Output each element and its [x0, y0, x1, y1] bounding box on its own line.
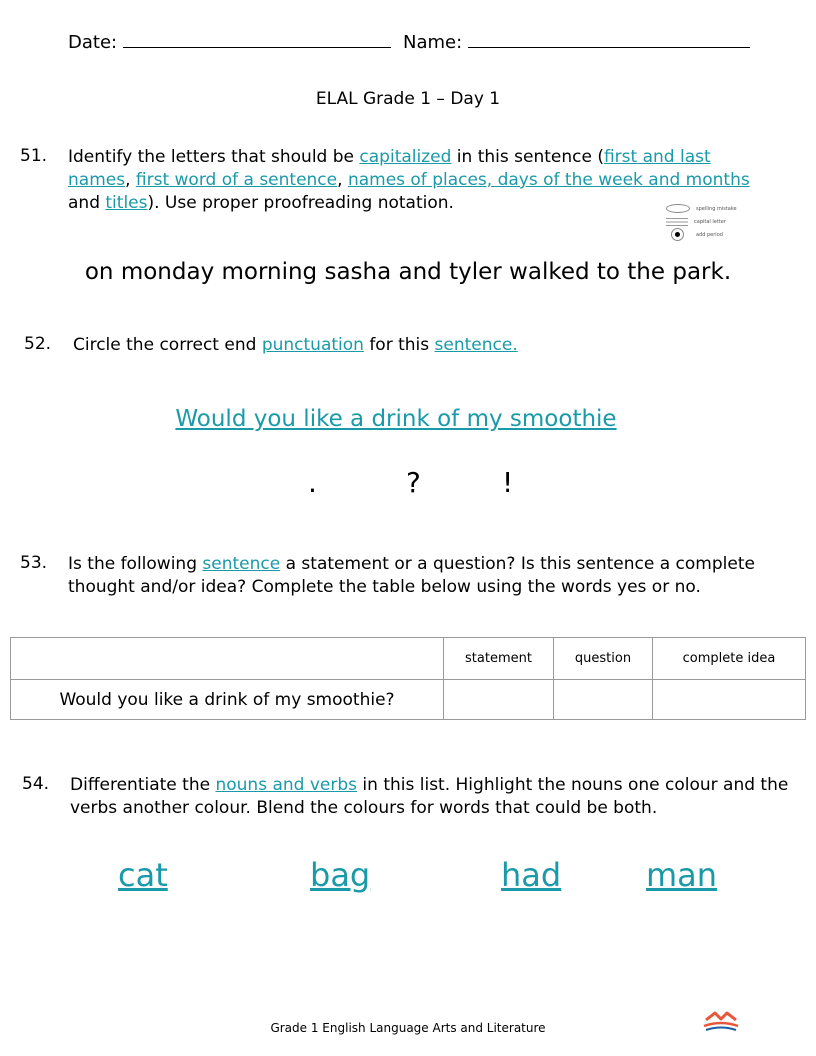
header-complete-idea: complete idea [653, 638, 806, 680]
link-places-days-months[interactable]: names of places, days of the week and months [347, 170, 750, 190]
smoothie-sentence[interactable]: Would you like a drink of my smoothie [175, 406, 617, 432]
link-sentence-53[interactable]: sentence [202, 554, 281, 574]
date-label: Date: [68, 32, 118, 53]
q53-prompt: Is the following sentence a statement or a question? Is this sentence a complete thought and/or idea? Complete the table below using the words yes or no. [68, 554, 755, 597]
row-sentence-cell: Would you like a drink of my smoothie? [11, 680, 444, 720]
link-first-word[interactable]: first word of a sentence [135, 170, 338, 190]
circled-dot-icon [671, 228, 684, 241]
legend-period: add period [666, 228, 737, 241]
word-had[interactable]: had [501, 856, 562, 894]
table-header-row [11, 638, 806, 680]
q51-number: 51. [20, 146, 48, 166]
link-sentence[interactable]: sentence. [434, 335, 518, 355]
proofread-sentence: on monday morning sasha and tyler walked to the park. [84, 259, 732, 285]
name-label: Name: [403, 32, 463, 53]
name-field [403, 32, 750, 53]
triple-underline-icon [666, 218, 688, 226]
link-first-last-names[interactable]: first and last names [68, 147, 711, 190]
answer-table [10, 637, 806, 720]
book-logo-icon [702, 1008, 740, 1036]
statement-answer-cell[interactable] [444, 680, 554, 720]
header-blank-cell [11, 638, 444, 680]
legend-spelling: spelling mistake [666, 202, 737, 215]
q53-number: 53. [20, 553, 48, 573]
option-period[interactable]: . [308, 466, 317, 499]
page-title: ELAL Grade 1 – Day 1 [315, 89, 501, 109]
link-titles[interactable]: titles [105, 193, 148, 213]
q51-prompt: Identify the letters that should be capitalized in this sentence (first and last names, first word of a sentence, names of places, days of the week and months and titles). Use proper proofreading notation. [68, 147, 750, 213]
footer-text: Grade 1 English Language Arts and Literature [270, 1021, 546, 1035]
word-bag[interactable]: bag [310, 856, 371, 894]
table-row [11, 680, 806, 720]
link-nouns-and-verbs[interactable]: nouns and verbs [215, 775, 358, 795]
name-blank[interactable] [468, 33, 750, 48]
link-punctuation[interactable]: punctuation [261, 335, 364, 355]
question-answer-cell[interactable] [554, 680, 653, 720]
header-question: question [554, 638, 653, 680]
q52-prompt: Circle the correct end punctuation for this sentence. [73, 335, 518, 355]
q54-prompt: Differentiate the nouns and verbs in this list. Highlight the nouns one colour and the verbs another colour. Blend the colours for words that could be both. [70, 775, 789, 818]
option-exclamation[interactable]: ! [502, 466, 514, 499]
word-cat[interactable]: cat [118, 856, 168, 894]
header-statement: statement [444, 638, 554, 680]
option-question-mark[interactable]: ? [406, 466, 421, 499]
oval-icon [666, 204, 690, 213]
word-man[interactable]: man [646, 856, 718, 894]
complete-idea-answer-cell[interactable] [653, 680, 806, 720]
legend-capital: capital letter [666, 215, 737, 228]
proofreading-legend [666, 202, 737, 241]
date-field [68, 32, 391, 53]
date-blank[interactable] [123, 33, 391, 48]
link-capitalized[interactable]: capitalized [359, 147, 452, 167]
q52-number: 52. [24, 334, 52, 354]
q54-number: 54. [22, 774, 50, 794]
